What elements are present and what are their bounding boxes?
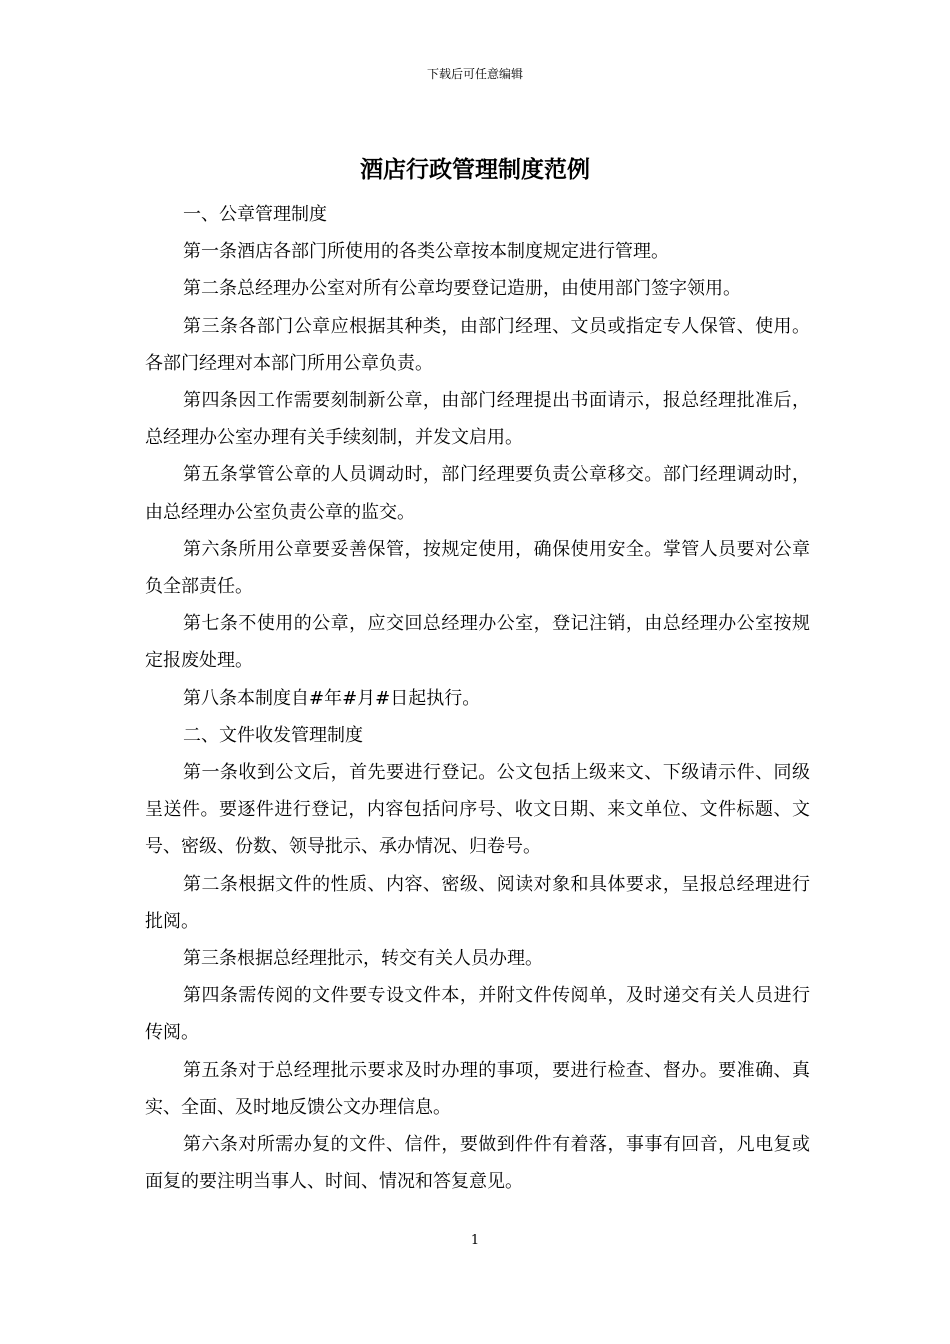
section-heading-seal-management: 一、公章管理制度 xyxy=(183,204,327,225)
paragraph: 第四条因工作需要刻制新公章，由部门经理提出书面请示，报总经理批准后，总经理办公室办理有关手续刻制，并发文启用。 xyxy=(145,390,810,449)
paragraph: 第一条酒店各部门所使用的各类公章按本制度规定进行管理。 xyxy=(183,241,669,263)
page-number: 1 xyxy=(470,1233,480,1248)
paragraph: 第七条不使用的公章，应交回总经理办公室，登记注销，由总经理办公室按规定报废处理。 xyxy=(145,613,810,672)
paragraph: 第一条收到公文后，首先要进行登记。公文包括上级来文、下级请示件、同级呈送件。要逐件进行登记，内容包括问序号、收文日期、来文单位、文件标题、文号、密级、份数、领导批示、承办情况、归卷号。 xyxy=(145,762,810,858)
paragraph: 第三条根据总经理批示，转交有关人员办理。 xyxy=(183,948,543,970)
header-note: 下载后可任意编辑 xyxy=(426,67,523,81)
paragraph: 第五条对于总经理批示要求及时办理的事项，要进行检查、督办。要准确、真实、全面、及时地反馈公文办理信息。 xyxy=(145,1059,810,1118)
paragraph: 第三条各部门公章应根据其种类，由部门经理、文员或指定专人保管、使用。各部门经理对本部门所用公章负责。 xyxy=(145,315,810,374)
section-heading-document-handling: 二、文件收发管理制度 xyxy=(183,724,363,746)
paragraph: 第二条总经理办公室对所有公章均要登记造册，由使用部门签字领用。 xyxy=(183,278,741,300)
paragraph: 第五条掌管公章的人员调动时，部门经理要负责公章移交。部门经理调动时，由总经理办公室负责公章的监交。 xyxy=(145,464,810,523)
paragraph: 第二条根据文件的性质、内容、密级、阅读对象和具体要求，呈报总经理进行批阅。 xyxy=(145,873,810,932)
paragraph: 第六条所用公章要妥善保管，按规定使用，确保使用安全。掌管人员要对公章负全部责任。 xyxy=(145,538,810,598)
paragraph: 第四条需传阅的文件要专设文件本，并附文件传阅单，及时递交有关人员进行传阅。 xyxy=(145,985,810,1044)
paragraph: 第八条本制度自#年#月#日起执行。 xyxy=(183,687,481,709)
document-title: 酒店行政管理制度范例 xyxy=(360,156,590,183)
document-body xyxy=(145,196,810,1200)
paragraph: 第六条对所需办复的文件、信件，要做到件件有着落，事事有回音，凡电复或面复的要注明当事人、时间、情况和答复意见。 xyxy=(145,1134,810,1193)
